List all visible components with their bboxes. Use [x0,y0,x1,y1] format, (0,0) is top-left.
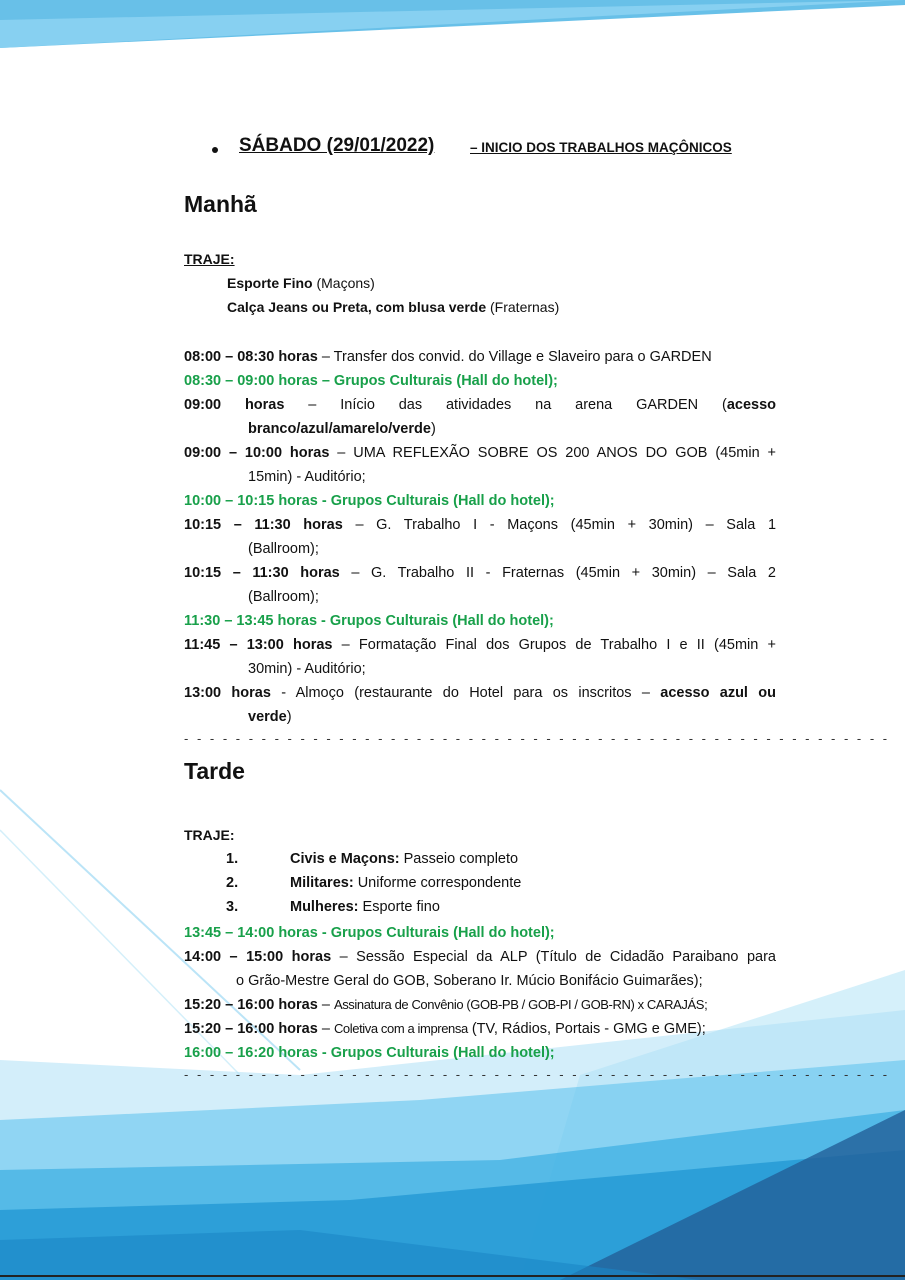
dress-label-afternoon: TRAJE: [184,827,235,843]
title-subtitle: – INICIO DOS TRABALHOS MAÇÔNICOS [470,140,732,155]
schedule-entry-cultural: 11:30 – 13:45 horas - Grupos Culturais (Hall do hotel); [184,613,554,629]
section-heading-afternoon: Tarde [184,758,245,784]
schedule-entry: 15:20 – 16:00 horas – Assinatura de Convênio (GOB-PB / GOB-PI / GOB-RN) x CARAJÁS; [184,997,708,1013]
dress-line: Calça Jeans ou Preta, com blusa verde (Fraternas) [227,299,560,315]
schedule-entry: 10:15 – 11:30 horas – G. Trabalho II - Fraternas (45min + 30min) – Sala 2 (Ballroom); [184,565,777,605]
schedule-entry-cultural: 08:30 – 09:00 horas – Grupos Culturais (Hall do hotel); [184,373,558,389]
dress-label-morning: TRAJE: [184,251,235,267]
schedule-entry-cultural: 13:45 – 14:00 horas - Grupos Culturais (Hall do hotel); [184,925,555,941]
bullet-icon [212,147,218,153]
dress-list-item: 1. Civis e Maçons: Passeio completo [226,851,519,867]
schedule-entry-cultural: 10:00 – 10:15 horas - Grupos Culturais (Hall do hotel); [184,493,555,509]
section-heading-morning: Manhã [184,191,257,217]
schedule-entry: 09:00 horas – Início das atividades na arena GARDEN (acesso branco/azul/amarelo/verde) [184,397,776,437]
schedule-entry-cultural: 16:00 – 16:20 horas - Grupos Culturais (Hall do hotel); [184,1045,555,1061]
schedule-entry: 13:00 horas - Almoço (restaurante do Hotel para os inscritos – acesso azul ou verde) [184,685,776,725]
title-main: SÁBADO (29/01/2022) [239,135,435,156]
schedule-entry: 08:00 – 08:30 horas – Transfer dos convid. do Village e Slaveiro para o GARDEN [184,349,712,365]
divider: - - - - - - - - - - - - - - - - - - - - - - - - - - - - - - - - - - - - - - - - - - - - - - - - - - - - - - - [184,731,890,746]
schedule-entry: 15:20 – 16:00 horas – Coletiva com a imprensa (TV, Rádios, Portais - GMG e GME); [184,1021,706,1037]
divider: - - - - - - - - - - - - - - - - - - - - - - - - - - - - - - - - - - - - - - - - - - - - - - - - - - - - - - - [184,1067,890,1082]
schedule-entry: 11:45 – 13:00 horas – Formatação Final dos Grupos de Trabalho I e II (45min + 30min) - Auditório; [184,637,776,677]
dress-line: Esporte Fino (Maçons) [227,275,375,291]
dress-list-item: 3. Mulheres: Esporte fino [226,899,440,915]
schedule-entry: 09:00 – 10:00 horas – UMA REFLEXÃO SOBRE OS 200 ANOS DO GOB (45min + 15min) - Auditório; [184,445,777,485]
schedule-entry: 10:15 – 11:30 horas – G. Trabalho I - Maçons (45min + 30min) – Sala 1 (Ballroom); [184,517,777,557]
schedule-entry: 14:00 – 15:00 horas – Sessão Especial da ALP (Título de Cidadão Paraibano para o Grão-Mestre Geral do GOB, Soberano Ir. Múcio Bonifácio Guimarães); [184,949,776,989]
dress-list-item: 2. Militares: Uniforme correspondente [226,875,522,891]
